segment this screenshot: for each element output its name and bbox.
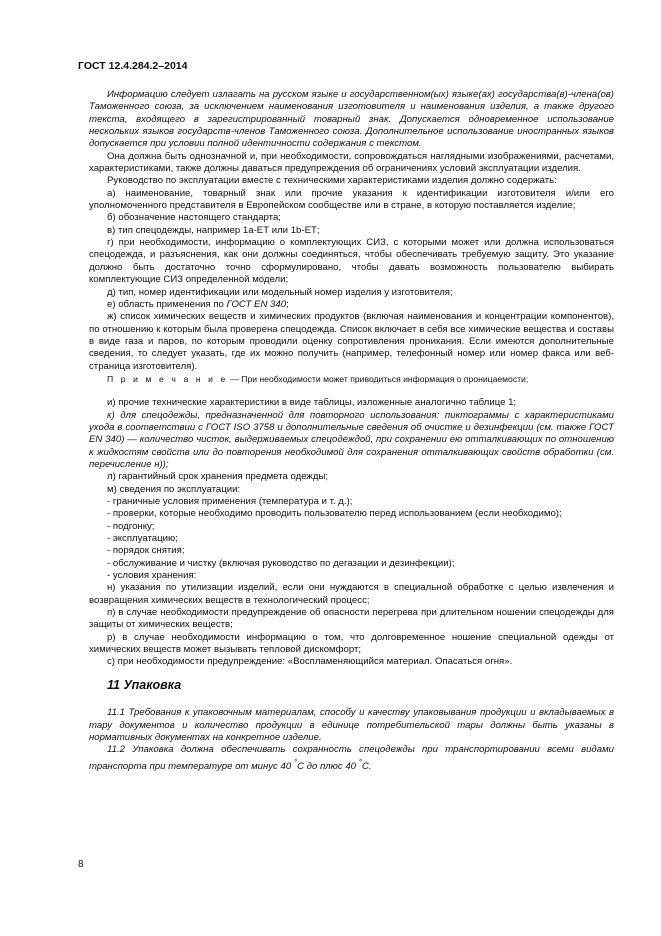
page-number: 8 [78,859,84,870]
list-item-g: г) при необходимости, информацию о комплектующих СИЗ, с которыми может или должна использоваться спецодежда, и разъяснения, как они должны соединяться, чтобы обеспечивать требуемую защиту. Это указание должно быть достаточно точно сформулировано, чтобы давать возможность пользователю выбирать комплектующие СИЗ определенной модели; [89,237,614,286]
sub-item-1: - граничные условия применения (температура и т. д.); [107,496,353,507]
sub-item-3: - подгонку; [107,520,155,532]
spacer [89,691,614,707]
sub-item-7: - условия хранения: [107,570,197,582]
sub-item-4: - эксплуатацию; [107,533,178,545]
document-body [89,89,614,773]
sub-item-5: - порядок снятия; [107,545,185,557]
list-item-d: д) тип, номер идентификации или модельный номер изделия у изготовителя; [107,286,453,298]
list-item-e-text: е) область применения по [107,298,227,310]
list-item-l: л) гарантийный срок хранения предмета одежды; [107,471,329,483]
paragraph-clarity: Она должна быть однозначной и, при необходимости, сопровождаться наглядными изображениями, расчетами, характеристиками, также должны даваться предупреждения об ограничениях условий эксплуатации изделия. [89,150,614,175]
sub-item-6: - обслуживание и чистку (включая руководство по дегазации и дезинфекции); [107,557,455,569]
paragraph-11-2-part-b: С до плюс 40 [297,760,359,772]
list-item-n: н) указания по утилизации изделий, если они нуждаются в специальной обработке с целью извлечения и возвращения химических веществ в технологический процесс; [89,582,614,606]
list-item-b: б) обозначение настоящего стандарта; [107,212,281,224]
degree-symbol: ° [293,757,298,767]
paragraph-11-2-part-c: С. [361,760,372,772]
note-text: — При необходимости может приводиться информация о проницаемости; [227,373,529,384]
list-item-e-end: ; [286,298,289,310]
list-item-s: с) при необходимости предупреждение: «Воспламеняющийся материал. Опасаться огня». [107,656,513,668]
list-item-a: а) наименование, товарный знак или прочие указания к идентификации изготовителя и/или его уполномоченного представителя в Европейском сообществе или в стране, в которую поставляется изделие; [89,187,614,212]
paragraph-11-1: 11.1 Требования к упаковочным материалам, способу и качеству упаковывания продукции и вкладываемых в тару документов и количество продукции в единице потребительской тары должны быть указаны в нормативных документах на конкретное изделие. [89,707,614,743]
paragraph-11-2-part-a: 11.2 Упаковка должна обеспечивать сохранность спецодежды при транспортировании всеми видами транспорта при температуре от минус 40 [89,744,614,772]
note-label: П р и м е ч а н и е [107,373,228,384]
list-item-zh: ж) список химических веществ и химических продуктов (включая наименования и концентрации компонентов), по отношению к которым была проверена спецодежда. Список включает в себя все химические вещества и составы в виде газа и паров, по которым проводили оценку сопротивления проникания. Если имеются дополнительные сведения, то следует указать, где их можно получить (например, телефонный номер или номер факса или веб-страница изготовителя). [89,311,614,372]
list-item-k: к) для спецодежды, предназначенной для повторного использования: пиктограммы с характеристиками ухода в соответствии с ГОСТ ISO 3758 и дополнительные сведения об очистке и дезинфекции (см. также ГОСТ EN 340) — количество чисток, выдерживаемых спецодеждой, при сохранении ею отталкивающих по отношению к жидкостям свойств или до повторения необходимой для сохранения отталкивающих свойств обработки (см. перечисление н)); [89,409,614,470]
list-item-v: в) тип спецодежды, например 1а-ЕТ или 1b-ЕТ; [107,224,320,236]
spacer [89,385,614,397]
paragraph-contents: Руководство по эксплуатации вместе с техническими характеристиками изделия должно содержать: [107,175,557,187]
list-item-r: р) в случае необходимости информацию о том, что долговременное ношение специальной одежды от химических веществ может вызывать тепловой дискомфорт; [89,631,614,656]
paragraph-language: Информацию следует излагать на русском языке и государственном(ых) языке(ах) государства(в)-члена(ов) Таможенного союза, за исключением наименования изготовителя и наименования изделия, а также другого текста, входящего в зарегистрированный товарный знак. Допускается одновременное использование нескольких языков государств-членов Таможенного союза. Дополнительное использование иностранных языков допускается при условии полной идентичности содержания с текстом. [89,89,614,150]
list-item-m: м) сведения по эксплуатации: [107,483,241,495]
list-item-e [89,299,614,311]
document-header: ГОСТ 12.4.284.2–2014 [78,60,188,72]
paragraph-11-2 [89,744,614,773]
list-item-p: п) в случае необходимости предупреждение об опасности перегрева при длительном ношении спецодежды для защиты от химических веществ; [89,607,614,631]
degree-symbol: ° [358,757,362,767]
note [89,373,614,385]
section-heading: 11 Упаковка [107,677,182,692]
standard-reference: ГОСТ EN 340 [226,298,287,310]
list-item-i: и) прочие технические характеристики в виде таблицы, изложенные аналогично таблице 1; [107,397,517,409]
sub-item-2: - проверки, которые необходимо проводить пользователю перед использованием (если необходимо); [107,508,562,520]
